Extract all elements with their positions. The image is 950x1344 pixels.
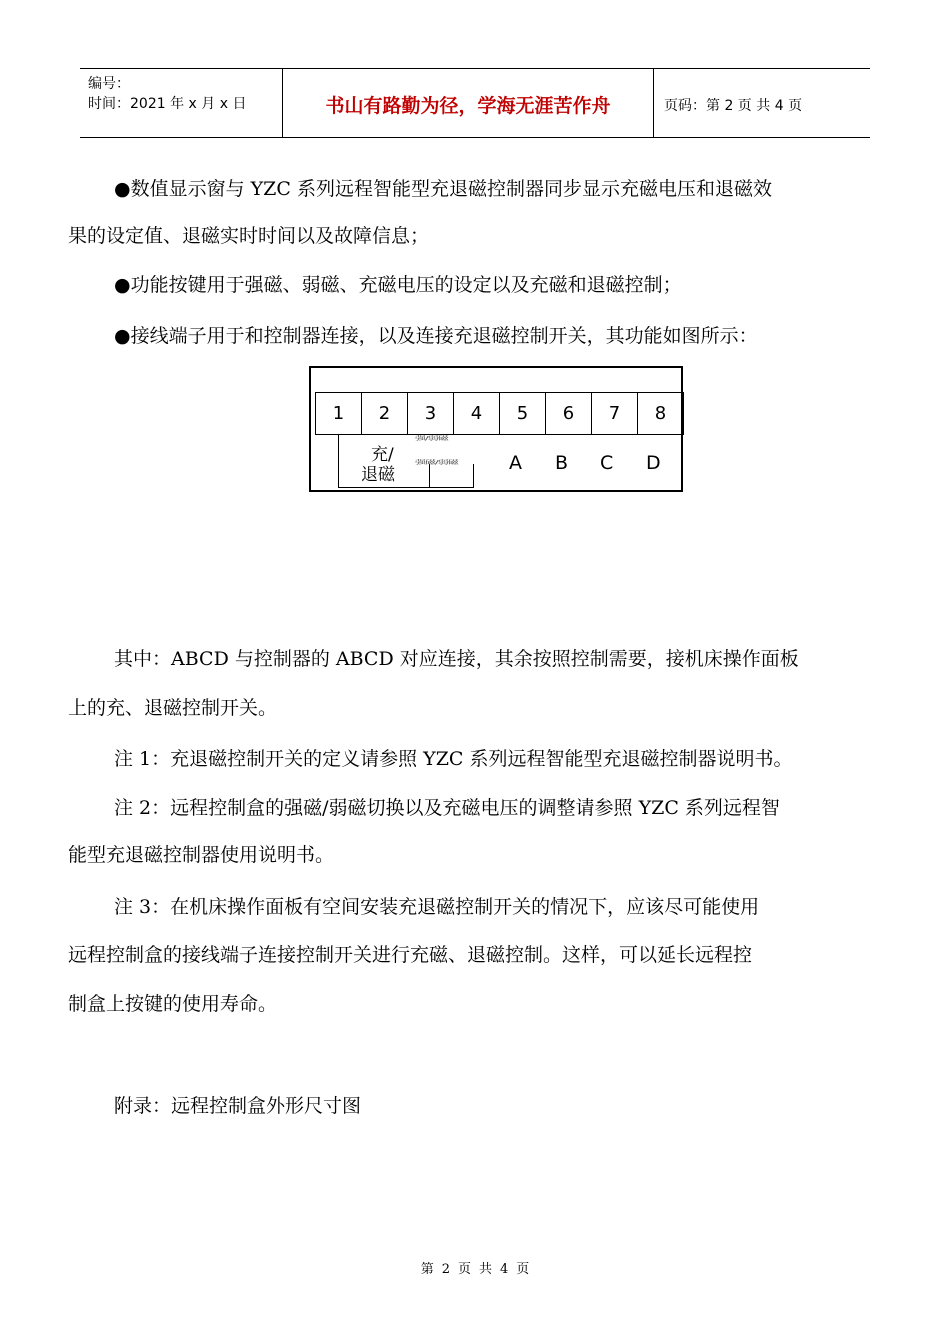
terminal-7: 7 [591, 392, 638, 435]
note-2: 注 2：远程控制盒的强磁/弱磁切换以及充磁电压的调整请参照 YZC 系列远程智 [114, 797, 780, 819]
label-a: A [509, 452, 522, 474]
terminal-row [316, 392, 684, 435]
motto: 书山有路勤为径，学海无涯苦作舟 [325, 95, 611, 117]
footer-word-ye-2: 页 [516, 1262, 530, 1277]
footer-page-number: 2 [441, 1262, 450, 1277]
bracket-left-1 [338, 434, 339, 488]
header-motto-cell [283, 69, 654, 137]
code-label: 编号： [88, 76, 130, 92]
bracket-bottom-1 [338, 487, 430, 488]
para-abcd-cont: 上的充、退磁控制开关。 [68, 697, 278, 719]
label-d: D [646, 452, 661, 474]
terminal-8: 8 [637, 392, 684, 435]
note-3-cont2: 制盒上按键的使用寿命。 [68, 993, 278, 1015]
label-charge-line2: 退磁 [361, 465, 395, 485]
terminal-6: 6 [545, 392, 592, 435]
terminal-5: 5 [499, 392, 546, 435]
para-abcd: 其中：ABCD 与控制器的 ABCD 对应连接，其余按照控制需要，接机床操作面板 [114, 648, 799, 670]
bullet-display-window: ●数值显示窗与 YZC 系列远程智能型充退磁控制器同步显示充磁电压和退磁效 [114, 178, 772, 200]
footer-total-pages: 4 [500, 1262, 509, 1277]
label-charge-line1: 充/ [371, 445, 394, 465]
header-meta-cell [80, 69, 283, 137]
label-strong-weak-bottom: 强磁/弱磁 [415, 459, 458, 466]
footer-word-gong: 共 [479, 1262, 493, 1277]
page-info: 页码：第 2 页 共 4 页 [664, 98, 803, 114]
note-2-cont: 能型充退磁控制器使用说明书。 [68, 844, 335, 866]
terminal-2: 2 [361, 392, 408, 435]
terminal-4: 4 [453, 392, 500, 435]
header-table [80, 68, 870, 138]
bullet-terminals: ●接线端子用于和控制器连接，以及连接充退磁控制开关，其功能如图所示： [114, 325, 758, 347]
time-label: 时间：2021 年 x 月 x 日 [88, 96, 247, 112]
footer-word-ye: 页 [457, 1262, 471, 1277]
bullet-function-keys: ●功能按键用于强磁、弱磁、充磁电压的设定以及充磁和退磁控制； [114, 274, 682, 296]
note-3-cont1: 远程控制盒的接线端子连接控制开关进行充磁、退磁控制。这样，可以延长远程控 [68, 944, 753, 966]
bracket-right-1 [429, 464, 430, 488]
footer-word-di: 第 [420, 1262, 434, 1277]
bracket-left-2 [473, 464, 474, 488]
note-1: 注 1：充退磁控制开关的定义请参照 YZC 系列远程智能型充退磁控制器说明书。 [114, 748, 793, 770]
label-c: C [600, 452, 614, 474]
label-b: B [555, 452, 569, 474]
label-strong-weak-top: 强/弱磁 [415, 435, 448, 442]
terminal-1: 1 [315, 392, 362, 435]
terminal-diagram [309, 366, 683, 492]
page-footer [0, 1258, 950, 1277]
bullet-display-window-cont: 果的设定值、退磁实时时间以及故障信息； [68, 225, 430, 247]
header-page-cell [654, 69, 870, 137]
terminal-3: 3 [407, 392, 454, 435]
appendix-title: 附录：远程控制盒外形尺寸图 [114, 1095, 362, 1117]
bracket-bottom-2 [429, 487, 474, 488]
note-3: 注 3：在机床操作面板有空间安装充退磁控制开关的情况下，应该尽可能使用 [114, 896, 760, 918]
